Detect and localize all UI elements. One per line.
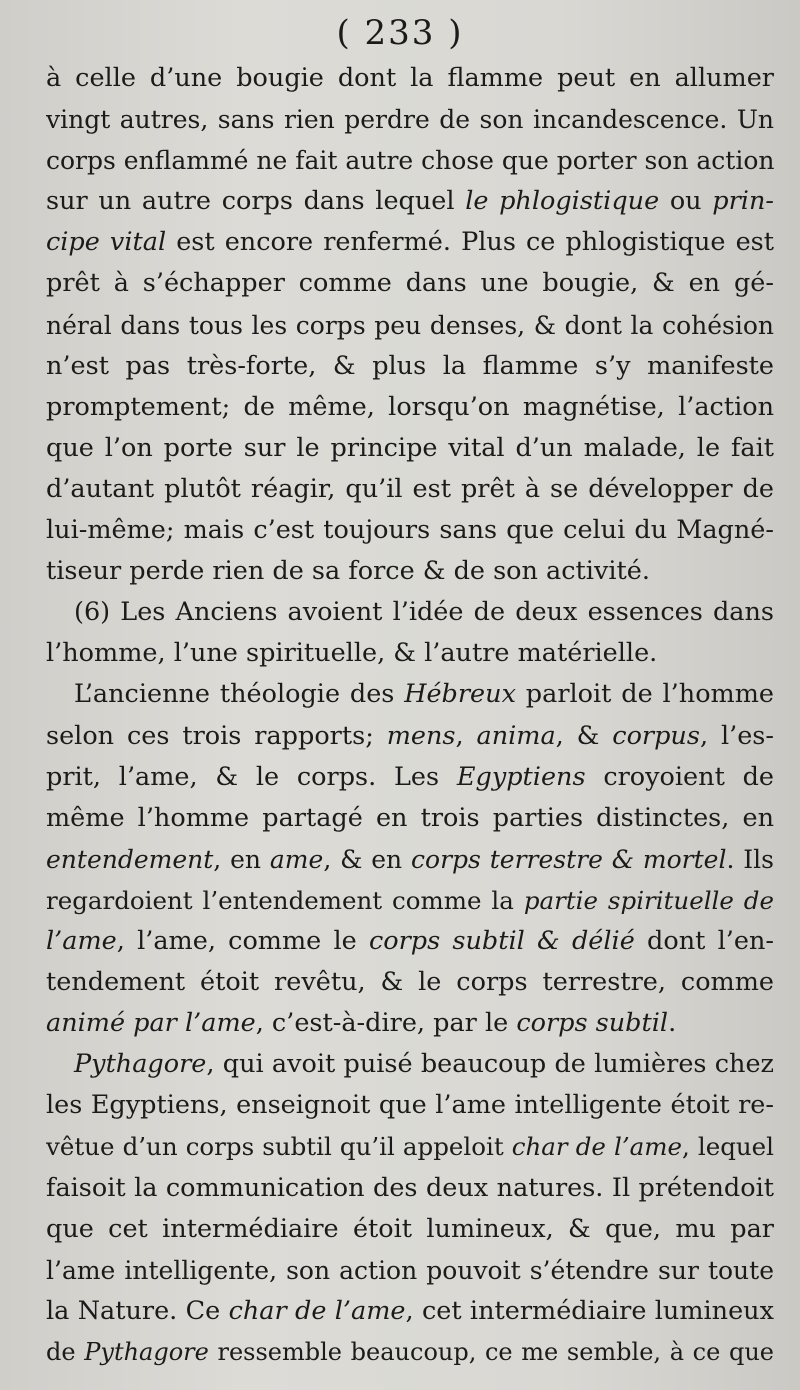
text-span: dont l’en- — [634, 925, 774, 956]
text-span: sur un autre corps dans lequel — [46, 186, 466, 217]
italic-text: partie spirituelle de — [523, 885, 774, 915]
text-span: , c’est-à-dire, par le — [255, 1008, 517, 1039]
text-line — [46, 1209, 774, 1250]
text-line — [46, 1085, 774, 1126]
italic-text: Egyptiens — [456, 761, 586, 792]
italic-text: char de l’ame — [228, 1295, 406, 1326]
text-line — [46, 428, 774, 469]
text-span: , l’es- — [699, 720, 774, 751]
text-span: regardoient l’entendement comme la — [46, 885, 524, 915]
text-line — [46, 58, 774, 99]
body-text — [46, 58, 774, 1373]
text-span: que l’on porte sur le principe vital d’un malade, le fait — [46, 432, 774, 463]
text-line — [46, 99, 774, 140]
text-line — [46, 387, 774, 428]
italic-text: ame — [269, 844, 324, 874]
text-span: selon ces trois rapports; — [46, 720, 387, 751]
text-span: croyoient de — [585, 761, 774, 792]
text-span: ressemble beaucoup, ce me semble, à ce que — [208, 1337, 774, 1366]
italic-text: mens — [386, 720, 456, 751]
text-line — [46, 305, 774, 346]
text-span: faisoit la communication des deux natures. Il prétendoit — [46, 1172, 774, 1203]
text-line — [46, 510, 774, 551]
text-span: prit, l’ame, & le corps. Les — [46, 761, 457, 792]
page-number-text: ( 233 ) — [336, 13, 464, 53]
text-line — [46, 1250, 774, 1291]
text-span: tiseur perde rien de sa force & de son activité. — [46, 556, 650, 587]
italic-text: corps subtil & délié — [368, 925, 635, 956]
text-line — [46, 633, 774, 674]
text-span: vingt autres, sans rien perdre de son incandescence. Un — [46, 105, 774, 135]
text-line — [46, 798, 774, 839]
text-line — [46, 674, 774, 715]
italic-text: char de l’ame — [511, 1132, 682, 1162]
text-line — [46, 469, 774, 510]
italic-text: corpus — [612, 720, 700, 751]
text-span: , & — [555, 720, 613, 751]
italic-text: entendement — [46, 844, 214, 874]
text-span: l’ame intelligente, son action pouvoit s’étendre sur toute — [46, 1255, 774, 1285]
text-line — [46, 1168, 774, 1209]
text-span: promptement; de même, lorsqu’on magnétise, l’action — [46, 391, 774, 422]
text-span: vêtue d’un corps subtil qu’il appeloit — [46, 1132, 512, 1162]
text-line — [46, 592, 774, 633]
text-span: l’homme, l’une spirituelle, & l’autre matérielle. — [46, 638, 658, 669]
text-line — [46, 222, 774, 263]
text-line — [46, 1291, 774, 1332]
text-line — [46, 757, 774, 798]
text-span: tendement étoit revêtu, & le corps terrestre, comme — [46, 967, 774, 998]
text-line — [46, 716, 774, 757]
text-span: les Egyptiens, enseignoit que l’ame intelligente étoit re- — [46, 1090, 774, 1121]
text-line — [46, 140, 774, 181]
text-span: de — [46, 1337, 85, 1366]
text-span: , & en — [323, 844, 412, 874]
italic-text: Hébreux — [404, 679, 516, 710]
text-span: , qui avoit puisé beaucoup de lumières chez — [206, 1049, 774, 1080]
page-number — [46, 8, 774, 58]
text-line — [46, 1332, 774, 1373]
text-line — [46, 1003, 774, 1044]
text-span: , l’ame, comme le — [116, 925, 369, 956]
text-line — [46, 1044, 774, 1085]
text-line — [46, 551, 774, 592]
text-span: (6) Les Anciens avoient l’idée de deux essences dans — [74, 597, 774, 628]
text-span: ou — [659, 186, 713, 217]
text-span: , — [455, 720, 477, 751]
italic-text: cipe vital — [46, 227, 167, 258]
text-span: , lequel — [681, 1132, 774, 1162]
text-line — [46, 263, 774, 304]
italic-text: corps terrestre & mortel — [411, 844, 727, 874]
text-line — [46, 181, 774, 222]
text-span: , en — [213, 844, 270, 874]
italic-text: le phlogistique — [465, 186, 660, 217]
text-span: , cet intermédiaire lumineux — [405, 1295, 774, 1326]
text-span: corps enflammé ne fait autre chose que porter son action — [46, 146, 774, 176]
text-line — [46, 921, 774, 962]
text-line — [46, 346, 774, 387]
text-line — [46, 1126, 774, 1167]
text-line — [46, 962, 774, 1003]
text-span: parloit de l’homme — [515, 679, 774, 710]
italic-text: prin- — [712, 186, 774, 217]
text-span: n’est pas très-forte, & plus la flamme s’y manifeste — [46, 350, 774, 381]
text-span: à celle d’une bougie dont la flamme peut en allumer — [46, 63, 774, 93]
italic-text: corps subtil — [516, 1008, 669, 1039]
text-span: est encore renfermé. Plus ce phlogistique est — [166, 227, 774, 258]
italic-text: Pythagore — [74, 1049, 207, 1080]
text-span: même l’homme partagé en trois parties distinctes, en — [46, 802, 774, 833]
italic-text: animé par l’ame — [46, 1008, 256, 1039]
italic-text: anima — [476, 720, 556, 751]
text-span: . Ils — [726, 844, 774, 874]
text-line — [46, 880, 774, 921]
text-span: que cet intermédiaire étoit lumineux, & que, mu par — [46, 1213, 774, 1244]
italic-text: l’ame — [46, 925, 117, 956]
text-span: L’ancienne théologie des — [74, 679, 405, 710]
text-span: néral dans tous les corps peu denses, & dont la cohésion — [46, 310, 774, 340]
text-span: lui-même; mais c’est toujours sans que celui du Magné- — [46, 515, 774, 546]
text-span: . — [668, 1008, 677, 1039]
italic-text: Pythagore — [84, 1337, 209, 1366]
text-span: la Nature. Ce — [46, 1295, 229, 1326]
text-line — [46, 839, 774, 880]
text-span: prêt à s’échapper comme dans une bougie, & en gé- — [46, 268, 774, 299]
text-span: d’autant plutôt réagir, qu’il est prêt à se développer de — [46, 473, 774, 504]
